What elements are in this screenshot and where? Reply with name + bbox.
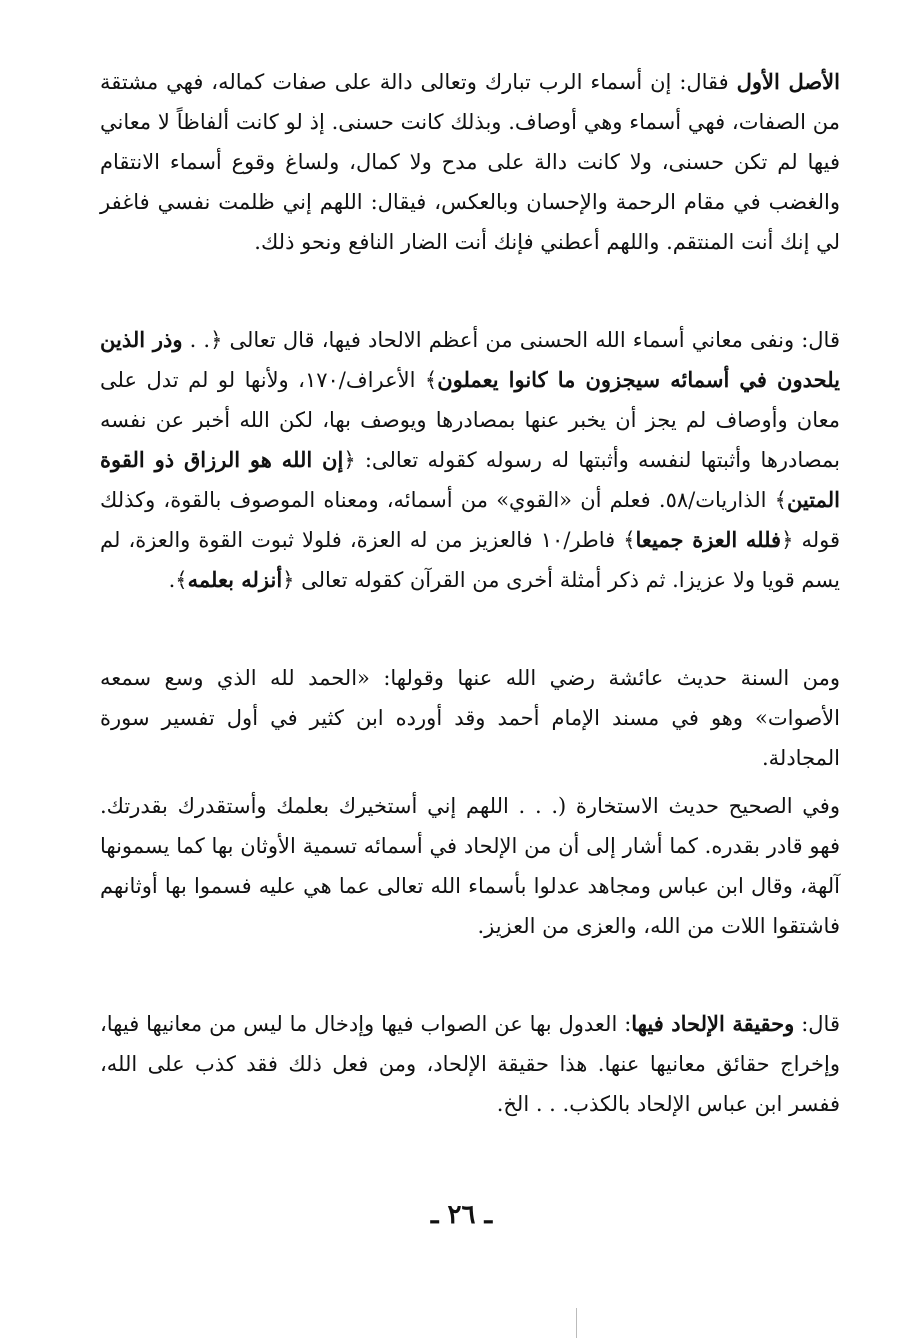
- scan-mark: [576, 1308, 577, 1338]
- paragraph-text: فقال: إن أسماء الرب تبارك وتعالى دالة على صفات كماله، فهي مشتقة من الصفات، فهي أسماء وهي أوصاف. وبذلك كانت حسنى. إذ لو كانت ألفاظاً لا معاني فيها لم تكن حسنى، ولا كانت دالة على مدح ولا كمال، ولساغ وقوع أسماء الانتقام والغضب في مقام الرحمة والإحسان وبالعكس، فيقال: اللهم إني ظلمت نفسي فاغفر لي إنك أنت المنتقم. واللهم أعطني فإنك أنت الضار النافع ونحو ذلك.: [100, 70, 840, 254]
- quran-verse: فلله العزة جميعا: [635, 527, 782, 552]
- paragraph-sunnah-hadith: [100, 658, 840, 778]
- heading-first-principle: الأصل الأول: [736, 69, 840, 94]
- paragraph-text: قال: ونفى معاني أسماء الله الحسنى من أعظم الالحاد فيها، قال تعالى ﴿. .: [182, 328, 840, 352]
- page-body: [100, 62, 840, 1124]
- section-gap: [100, 600, 840, 658]
- paragraph-text: قال:: [794, 1012, 840, 1036]
- paragraph-negation-of-meanings: [100, 320, 840, 600]
- paragraph-text: ﴾.: [168, 568, 188, 592]
- paragraph-istikhara: [100, 786, 840, 946]
- paragraph-reality-of-ilhad: [100, 1004, 840, 1124]
- section-gap: [100, 262, 840, 320]
- paragraph-text: ﴾ فاطر/١٠ فالعزيز من له العزة، فلولا ثبوت القوة والعزة، لم يسم قويا ولا عزيزا. ثم ذكر أمثلة أخرى من القرآن كقوله تعالى ﴿: [100, 528, 840, 592]
- quran-verse: أنزله بعلمه: [187, 567, 283, 592]
- paragraph-text: وفي الصحيح حديث الاستخارة (. . . اللهم إني أستخيرك بعلمك وأستقدرك بقدرتك. فهو قادر بقدره. كما أشار إلى أن من الإلحاد في أسمائه تسمية الأوثان بها كما يسمونها آلهة، وقال ابن عباس ومجاهد عدلوا بأسماء الله تعالى عما هي عليه فسموا بها أوثانهم فاشتقوا اللات من الله، والعزى من العزيز.: [100, 794, 840, 938]
- bold-term: وحقيقة الإلحاد فيها: [631, 1011, 795, 1036]
- page-number: ـ ٢٦ ـ: [430, 1200, 493, 1230]
- section-gap: [100, 778, 840, 786]
- paragraph-text: ومن السنة حديث عائشة رضي الله عنها وقولها: «الحمد لله الذي وسع سمعه الأصوات» وهو في مسند الإمام أحمد وقد أورده ابن كثير في أول تفسير سورة المجادلة.: [100, 666, 840, 770]
- paragraph-text: : العدول بها عن الصواب فيها وإدخال ما ليس من معانيها فيها، وإخراج حقائق معانيها عنها. هذا حقيقة الإلحاد، ومن فعل ذلك فقد كذب على الله، ففسر ابن عباس الإلحاد بالكذب. . . الخ.: [100, 1012, 840, 1116]
- paragraph-text: ﴾ الذاريات/٥٨. فعلم أن «القوي» من أسمائه، ومعناه الموصوف بالقوة، وكذلك قوله ﴿: [100, 488, 840, 552]
- paragraph-first-principle: [100, 62, 840, 262]
- section-gap: [100, 946, 840, 1004]
- paragraph-text: ﴾ الأعراف/١٧٠، ولأنها لو لم تدل على معان وأوصاف لم يجز أن يخبر عنها بمصادرها ويوصف بها، لكن الله أخبر عن نفسه بمصادرها وأثبتها لنفسه وأثبتها له رسوله كقوله تعالى: ﴿: [100, 368, 841, 472]
- quran-verse: إن الله هو الرزاق ذو القوة المتين: [100, 447, 840, 512]
- quran-verse: وذر الذين يلحدون في أسمائه سيجزون ما كانوا يعملون: [100, 327, 840, 392]
